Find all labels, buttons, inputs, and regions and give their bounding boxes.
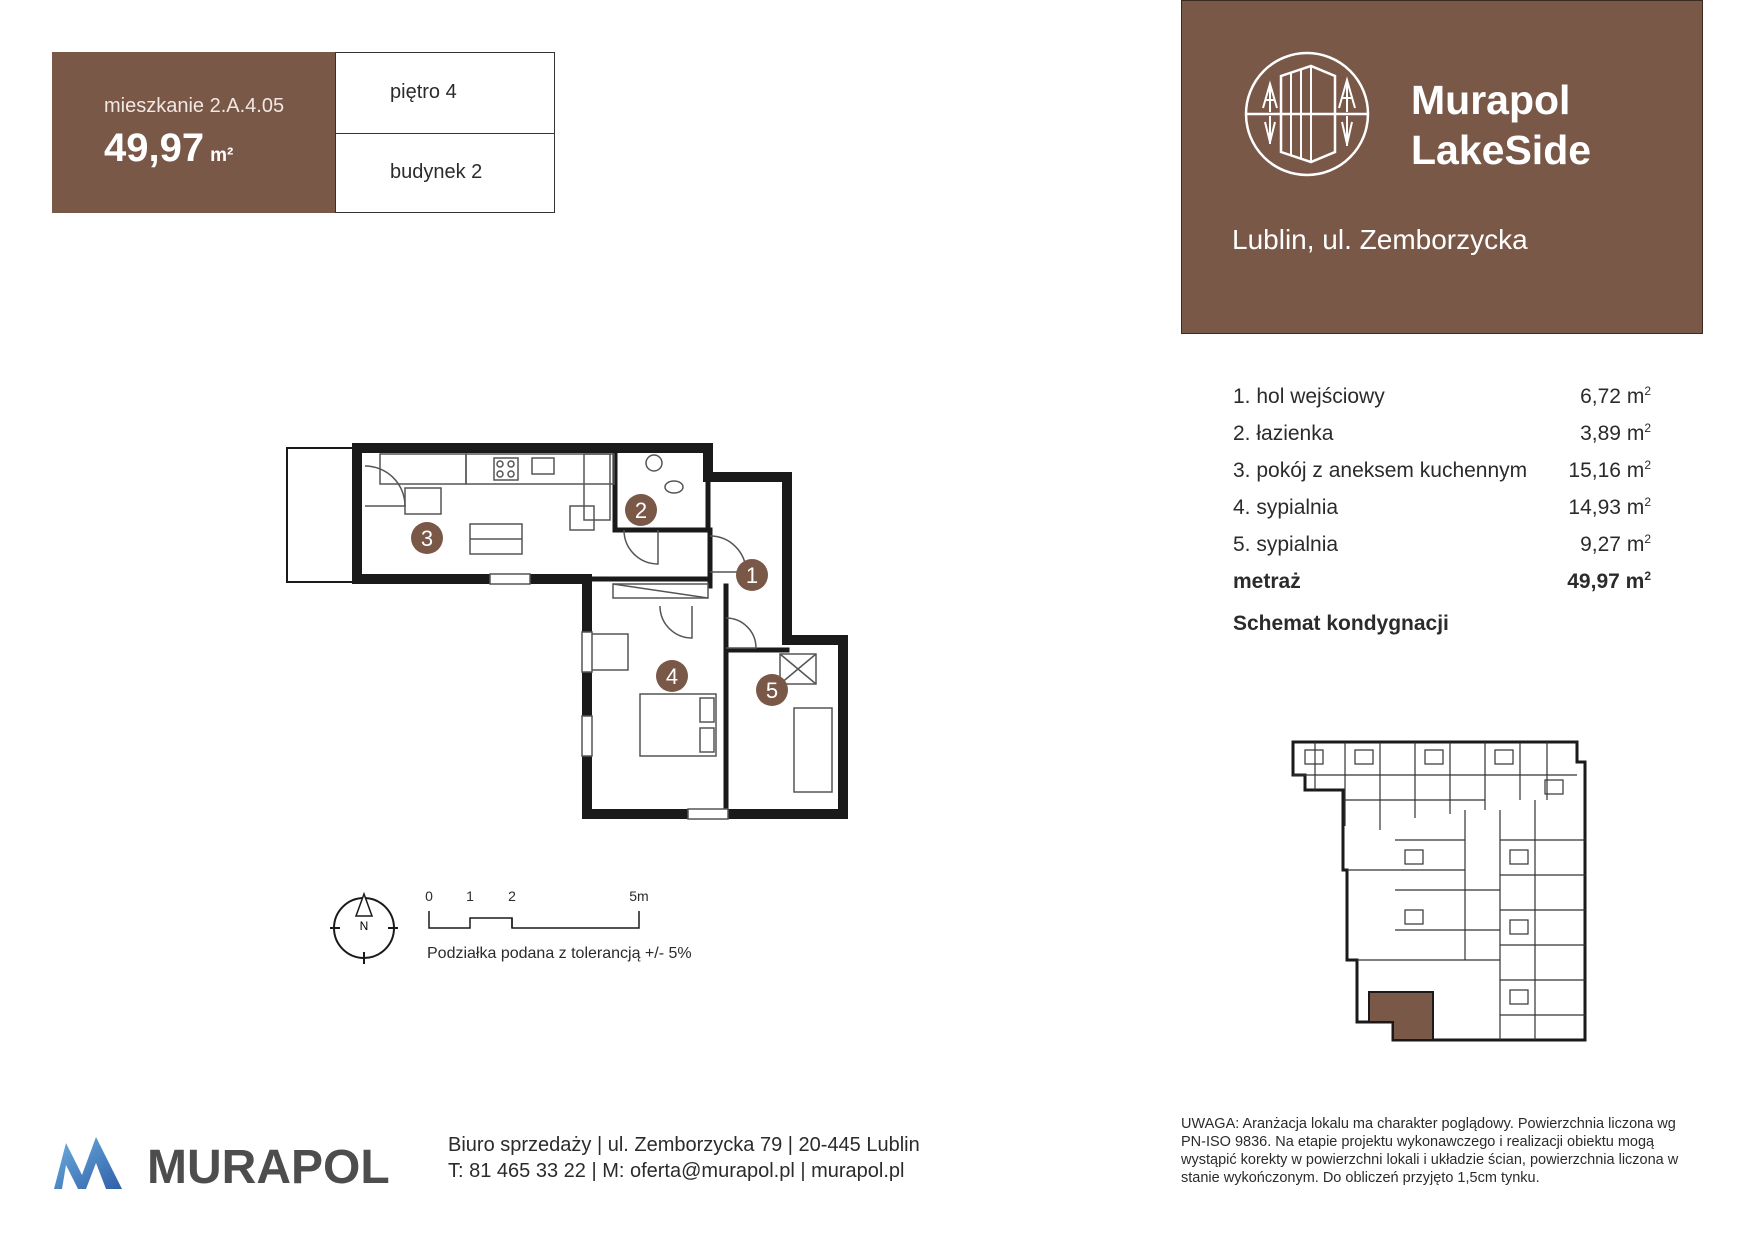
room-row bbox=[1233, 489, 1651, 526]
floor-scheme bbox=[1285, 730, 1595, 1055]
room-name: 1. hol wejściowy bbox=[1233, 384, 1385, 408]
window bbox=[582, 632, 592, 672]
scale-bar bbox=[420, 886, 660, 938]
bathtub bbox=[584, 454, 610, 520]
north-arrow bbox=[328, 890, 400, 966]
room-row bbox=[1233, 378, 1651, 415]
fridge bbox=[570, 506, 594, 530]
room-name: 4. sypialnia bbox=[1233, 495, 1339, 519]
double-bed bbox=[640, 694, 716, 756]
sales-office-contact: T: 81 465 33 22 | M: oferta@murapol.pl | murapol.pl bbox=[448, 1160, 905, 1182]
partition-walls bbox=[587, 448, 787, 812]
room-row bbox=[1233, 526, 1651, 563]
murapol-logo bbox=[52, 1135, 402, 1191]
murapol-mark-icon bbox=[54, 1137, 122, 1189]
total-row bbox=[1233, 563, 1651, 600]
window bbox=[582, 716, 592, 756]
room-area: 14,93 $m^2$ bbox=[1568, 495, 1651, 519]
toilet bbox=[665, 481, 683, 493]
outer-walls bbox=[357, 448, 843, 814]
room-list bbox=[1233, 378, 1651, 600]
building-outline bbox=[1293, 742, 1585, 1040]
window bbox=[688, 809, 728, 819]
floor-cell: piętro 4 bbox=[390, 81, 457, 104]
building-cell: budynek 2 bbox=[336, 133, 554, 213]
room-area: 15,16 $m^2$ bbox=[1568, 458, 1651, 482]
brand-name-line2: LakeSide bbox=[1411, 127, 1592, 173]
sofa bbox=[380, 454, 466, 484]
single-bed bbox=[794, 708, 832, 792]
washbasin bbox=[646, 455, 662, 471]
apartment-info-table bbox=[335, 52, 555, 213]
scale-tick-1: 1 bbox=[466, 888, 474, 904]
room-row bbox=[1233, 415, 1651, 452]
apartment-area-unit: m² bbox=[210, 145, 234, 166]
murapol-wordmark: MURAPOL bbox=[147, 1141, 390, 1191]
sales-office-address: Biuro sprzedaży | ul. Zemborzycka 79 | 20-445 Lublin bbox=[448, 1134, 920, 1156]
room-number-4: 4 bbox=[665, 664, 679, 689]
room-number-2: 2 bbox=[634, 498, 648, 523]
brand-location: Lublin, ul. Zemborzycka bbox=[1232, 224, 1528, 255]
door-swing bbox=[660, 606, 692, 638]
armchair bbox=[405, 488, 441, 514]
highlighted-apartment bbox=[1369, 992, 1433, 1040]
window bbox=[490, 574, 530, 584]
room-name: 5. sypialnia bbox=[1233, 532, 1339, 556]
door-swing bbox=[624, 530, 658, 564]
room-area: 3,89 $m^2$ bbox=[1580, 421, 1651, 445]
brand-name bbox=[1411, 75, 1591, 175]
tolerance-note: Podziałka podana z tolerancją +/- 5% bbox=[427, 945, 692, 962]
floor-plan bbox=[280, 436, 860, 826]
apartment-label: mieszkanie 2.A.4.05 bbox=[104, 95, 285, 117]
scale-tick-5m: 5m bbox=[629, 888, 649, 904]
room-number-1: 1 bbox=[745, 563, 759, 588]
door-swing bbox=[365, 466, 405, 506]
scheme-label: Schemat kondygnacji bbox=[1233, 612, 1449, 635]
room-name: 2. łazienka bbox=[1233, 421, 1334, 445]
sink bbox=[532, 458, 554, 474]
disclaimer-note: UWAGA: Aranżacja lokalu ma charakter poglądowy. Powierzchnia liczona wg PN-ISO 9836. Na etapie projektu wykonawczego i realizacji obiektu mogą wystąpić korekty w powierzchni lokali i układzie ścian, powierzchnia liczona w stanie wykończonym. Do obliczeń przyjęto 1,5cm tynku. bbox=[1181, 1116, 1679, 1186]
room-area: 9,27 $m^2$ bbox=[1580, 532, 1651, 556]
apartment-area-value: 49,97 bbox=[104, 126, 205, 170]
room-row bbox=[1233, 452, 1651, 489]
scale-tick-0: 0 bbox=[425, 888, 433, 904]
apartment-area bbox=[104, 126, 233, 171]
brand-name-line1: Murapol bbox=[1411, 77, 1571, 123]
scale-tick-2: 2 bbox=[508, 888, 516, 904]
balcony bbox=[287, 448, 355, 582]
door-swing bbox=[726, 618, 756, 648]
lakeside-emblem-icon bbox=[1243, 50, 1371, 178]
desk bbox=[590, 634, 628, 670]
north-label: N bbox=[359, 919, 369, 933]
room-name: 3. pokój z aneksem kuchennym bbox=[1233, 458, 1528, 482]
total-label: metraż bbox=[1233, 569, 1301, 593]
room-area: 6,72 $m^2$ bbox=[1580, 384, 1651, 408]
room-number-3: 3 bbox=[420, 526, 434, 551]
total-area: 49,97 $m^2$ bbox=[1567, 569, 1651, 593]
brand-panel bbox=[1181, 0, 1703, 334]
room-number-5: 5 bbox=[765, 678, 779, 703]
apartment-header bbox=[52, 52, 335, 213]
